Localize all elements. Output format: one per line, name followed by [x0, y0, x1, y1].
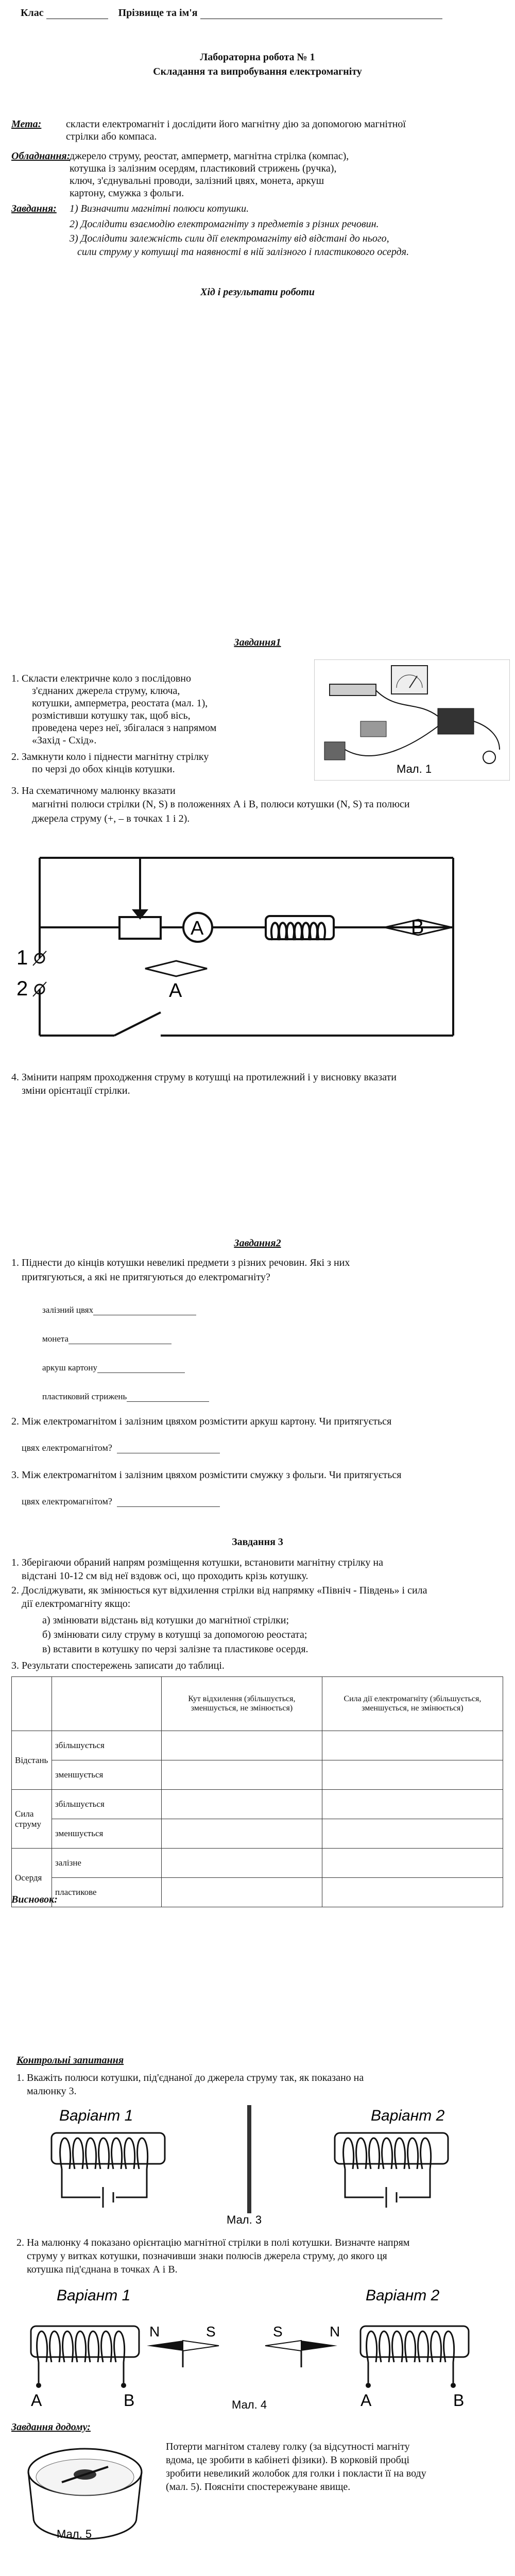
figure-1-caption: Мал. 1 — [397, 762, 432, 775]
row-core-iron: залізне — [52, 1849, 162, 1878]
fig4-v1-n-label: N — [149, 2324, 160, 2340]
table-row — [12, 1849, 503, 1878]
fig4-v1-s-label: S — [206, 2324, 216, 2340]
cell-current-dec-angle[interactable] — [162, 1819, 322, 1849]
task-3a: 3) Дослідити залежність сили дії електромагніту від відстані до нього, — [70, 233, 389, 244]
lab-number: Лабораторна робота № 1 — [200, 52, 315, 63]
home-text-1: Потерти магнітом сталеву голку (за відсутності магніту — [166, 2441, 410, 2452]
task2-step3-answer[interactable] — [117, 1496, 220, 1507]
task1-step4-line1: 4. Змінити напрям проходження струму в котушці на протилежний і у висновку вказати — [11, 1072, 397, 1083]
cell-core-iron-angle[interactable] — [162, 1849, 322, 1878]
row-core-plastic: пластикове — [52, 1878, 162, 1907]
task2-heading: Завдання2 — [234, 1238, 281, 1249]
item-nail-label: залізний цвях — [42, 1305, 94, 1315]
table-row — [12, 1790, 503, 1819]
task1-step1-line2: з'єднаних джерела струму, ключа, — [32, 685, 180, 697]
task1-step1-line6: «Захід - Схід». — [32, 735, 97, 746]
fig3-iron-rod — [247, 2105, 251, 2213]
fig4-v2-point-a[interactable] — [366, 2383, 371, 2388]
fig5-caption: Мал. 5 — [57, 2528, 92, 2540]
fig4-v2-n-label: N — [330, 2324, 340, 2340]
task2-step2-question-text: цвях електромагнітом? — [22, 1443, 112, 1453]
row-current-label: Сила струму — [12, 1790, 52, 1849]
equipment-text-4: картону, смужка з фольги. — [70, 188, 184, 199]
cell-core-plastic-force[interactable] — [322, 1878, 503, 1907]
col-force-header: Сила дії електромагніту (збільшується, зменшується, не змінюється) — [322, 1677, 503, 1731]
pos-a-label: A — [169, 980, 182, 1002]
goal-text-2: стрілки або компаса. — [66, 131, 157, 142]
task1-step1-line1: 1. Скласти електричне коло з послідовно — [11, 673, 192, 684]
control-q2-line1: 2. На малюнку 4 показано орієнтацію магнітної стрілки в полі котушки. Визначте напрям — [16, 2237, 410, 2248]
control-heading: Контрольні запитання — [16, 2055, 124, 2066]
table-row — [12, 1819, 503, 1849]
fig3-caption: Мал. 3 — [227, 2213, 262, 2226]
item-plastic — [42, 1391, 209, 1402]
item-coin-label: монета — [42, 1334, 69, 1344]
control-q1-line2: малюнку 3. — [27, 2086, 77, 2097]
item-coin — [42, 1333, 171, 1344]
home-text-2: вдома, це зробити в кабінеті фізики). В корковій пробці — [166, 2454, 410, 2466]
cell-core-iron-force[interactable] — [322, 1849, 503, 1878]
fig4-v2-b-label: B — [453, 2391, 465, 2410]
fig3-variant1-label: Варіант 1 — [59, 2107, 133, 2124]
fig4-v1-b-label: B — [124, 2391, 135, 2410]
ammeter-label: A — [191, 918, 204, 939]
point-2-label: 2 — [16, 977, 28, 1000]
item-coin-answer[interactable] — [68, 1333, 171, 1344]
task-3b: сили струму у котушці та наявності в ній залізного і пластикового осердя. — [77, 246, 409, 258]
rheostat-device — [330, 684, 376, 696]
item-nail-answer[interactable] — [93, 1304, 196, 1315]
point-1-label: 1 — [16, 946, 28, 969]
equipment-text-2: котушка із залізним осердям, пластиковий стрижень (ручка), — [70, 163, 337, 174]
class-label: Клас — [21, 7, 44, 19]
item-cardboard — [42, 1362, 185, 1373]
equipment-text-1: джерело струму, реостат, амперметр, магнітна стрілка (компас), — [70, 150, 349, 162]
task3-option-c: в) вставити в котушку по черзі залізне та пластикове осердя. — [42, 1643, 308, 1655]
name-label: Прізвище та ім'я — [118, 7, 198, 19]
task-1: 1) Визначити магнітні полюси котушки. — [70, 203, 249, 214]
cell-distance-inc-angle[interactable] — [162, 1731, 322, 1760]
item-plastic-answer[interactable] — [127, 1391, 209, 1402]
fig4-variant1-label: Варіант 1 — [57, 2287, 131, 2304]
table-corner-2 — [52, 1677, 162, 1731]
fig4-v1-point-b[interactable] — [121, 2383, 126, 2388]
item-cardboard-answer[interactable] — [97, 1362, 185, 1373]
task2-step1-line1: 1. Піднести до кінців котушки невеликі предмети з різних речовин. Які з них — [11, 1257, 350, 1268]
row-core-label: Осердя — [12, 1849, 52, 1907]
task2-step3-question-text: цвях електромагнітом? — [22, 1496, 112, 1506]
task2-step2-answer[interactable] — [117, 1443, 220, 1453]
task3-step2-line1: 2. Досліджувати, як змінюється кут відхилення стрілки від напрямку «Північ - Південь» і сила — [11, 1585, 427, 1596]
battery-device — [324, 742, 345, 760]
figure-4 — [21, 2280, 489, 2414]
task1-step3-line3: джерела струму (+, – в точках 1 і 2). — [32, 813, 190, 824]
cell-distance-dec-force[interactable] — [322, 1760, 503, 1790]
task-2: 2) Дослідити взаємодію електромагніту з предметів з різних речовин. — [70, 218, 379, 230]
fig4-v2-a-label: A — [360, 2391, 372, 2410]
task2-step3: 3. Між електромагнітом і залізним цвяхом розмістити смужку з фольги. Чи притягується — [11, 1469, 402, 1481]
needle-position-a[interactable] — [145, 961, 207, 976]
home-text-3: зробити невеликий жолобок для голки і покласти її на воду — [166, 2468, 426, 2479]
home-label: Завдання додому: — [11, 2421, 91, 2433]
task1-step4-line2: зміни орієнтації стрілки. — [22, 1085, 130, 1096]
home-text-4: (мал. 5). Поясніти спостережуване явище. — [166, 2481, 351, 2493]
item-cardboard-label: аркуш картону — [42, 1363, 98, 1372]
task1-step2-line1: 2. Замкнути коло і піднести магнітну стрілку — [11, 751, 209, 762]
fig4-v2-s-label: S — [273, 2324, 283, 2340]
task1-step3-line1: 3. На схематичному малюнку вказати — [11, 785, 176, 796]
task3-option-b: б) змінювати силу струму в котушці за допомогою реостата; — [42, 1629, 307, 1640]
schematic-circuit — [11, 855, 480, 1046]
task2-step2: 2. Між електромагнітом і залізним цвяхом розмістити аркуш картону. Чи притягується — [11, 1416, 392, 1427]
task1-heading: Завдання1 — [234, 637, 281, 648]
ammeter-device — [391, 666, 427, 694]
cell-core-plastic-angle[interactable] — [162, 1878, 322, 1907]
table-row — [12, 1731, 503, 1760]
goal-text-1: скласти електромагніт і дослідити його магнітну дію за допомогою магнітної — [66, 118, 406, 130]
task3-option-a: а) змінювати відстань від котушки до магнітної стрілки; — [42, 1615, 289, 1626]
fig4-variant2-label: Варіант 2 — [366, 2287, 440, 2304]
figure-5 — [21, 2441, 149, 2544]
goal-label: Мета: — [11, 118, 42, 130]
coil-device — [438, 708, 474, 734]
task1-step3-line2: магнітні полюси стрілки (N, S) в положеннях А і В, полюси котушки (N, S) та полюси — [32, 799, 410, 810]
row-current-inc: збільшується — [52, 1790, 162, 1819]
item-plastic-label: пластиковий стрижень — [42, 1392, 127, 1401]
results-table — [11, 1676, 503, 1907]
task3-step1-line1: 1. Зберігаючи обраний напрям розміщення котушки, встановити магнітну стрілку на — [11, 1557, 383, 1568]
cell-current-dec-force[interactable] — [322, 1819, 503, 1849]
header-row — [21, 7, 442, 19]
cell-current-inc-angle[interactable] — [162, 1790, 322, 1819]
fig4-v1-point-a[interactable] — [36, 2383, 41, 2388]
table-row — [12, 1878, 503, 1907]
table-corner-1 — [12, 1677, 52, 1731]
task1-step1-line4: розмістивши котушку так, щоб вісь, — [32, 710, 191, 721]
fig4-v2-point-b[interactable] — [451, 2383, 456, 2388]
task3-step1-line2: відстані 10-12 см від неї вздовж осі, що проходить крізь котушку. — [22, 1570, 308, 1582]
row-distance-dec: зменшується — [52, 1760, 162, 1790]
lab-title: Складання та випробування електромагніту — [153, 66, 362, 77]
control-q2-line3: котушка під'єднана в точках А і В. — [27, 2264, 178, 2275]
task3-step2-line2: дії електромагніту якщо: — [22, 1598, 131, 1609]
pos-b-label: B — [411, 917, 424, 938]
figure-1-apparatus — [314, 659, 510, 781]
row-distance-inc: збільшується — [52, 1731, 162, 1760]
task2-step3-question — [22, 1496, 220, 1507]
task2-step1-line2: притягуються, а які не притягуються до електромагніту? — [22, 1272, 270, 1283]
figure-3 — [21, 2102, 484, 2226]
task3-step3: 3. Результати спостережень записати до таблиці. — [11, 1660, 225, 1671]
col-angle-header: Кут відхилення (збільшується, зменшується, не змінюється) — [162, 1677, 322, 1731]
item-nail — [42, 1304, 196, 1315]
conclusion-label: Висновок: — [11, 1894, 58, 1905]
progress-heading: Хід і результати роботи — [200, 286, 315, 298]
task1-step2-line2: по черзі до обох кінців котушки. — [32, 764, 175, 775]
control-q1-line1: 1. Вкажіть полюси котушки, під'єднаної до джерела струму так, як показано на — [16, 2072, 364, 2083]
row-distance-label: Відстань — [12, 1731, 52, 1790]
fig4-caption: Мал. 4 — [232, 2398, 267, 2411]
fig4-v1-a-label: A — [31, 2391, 42, 2410]
tasks-label: Завдання: — [11, 203, 57, 214]
cell-distance-inc-force[interactable] — [322, 1731, 503, 1760]
switch-device — [360, 721, 386, 737]
task1-step1-line5: проведена через неї, збігалася з напрямом — [32, 722, 217, 734]
table-row — [12, 1760, 503, 1790]
table-header-row — [12, 1677, 503, 1731]
equipment-text-3: ключ, з'єднувальні проводи, залізний цвях, монета, аркуш — [70, 175, 324, 187]
row-current-dec: зменшується — [52, 1819, 162, 1849]
fig3-variant2-label: Варіант 2 — [371, 2107, 445, 2124]
task3-heading: Завдання 3 — [232, 1536, 283, 1548]
control-q2-line2: струму у витках котушки, позначивши знаки полюсів джерела струму, до якого ця — [27, 2250, 387, 2262]
equipment-label: Обладнання: — [11, 150, 71, 162]
task2-step2-question — [22, 1443, 220, 1453]
cell-distance-dec-angle[interactable] — [162, 1760, 322, 1790]
cell-current-inc-force[interactable] — [322, 1790, 503, 1819]
task1-step1-line3: котушки, амперметра, реостата (мал. 1), — [32, 698, 208, 709]
